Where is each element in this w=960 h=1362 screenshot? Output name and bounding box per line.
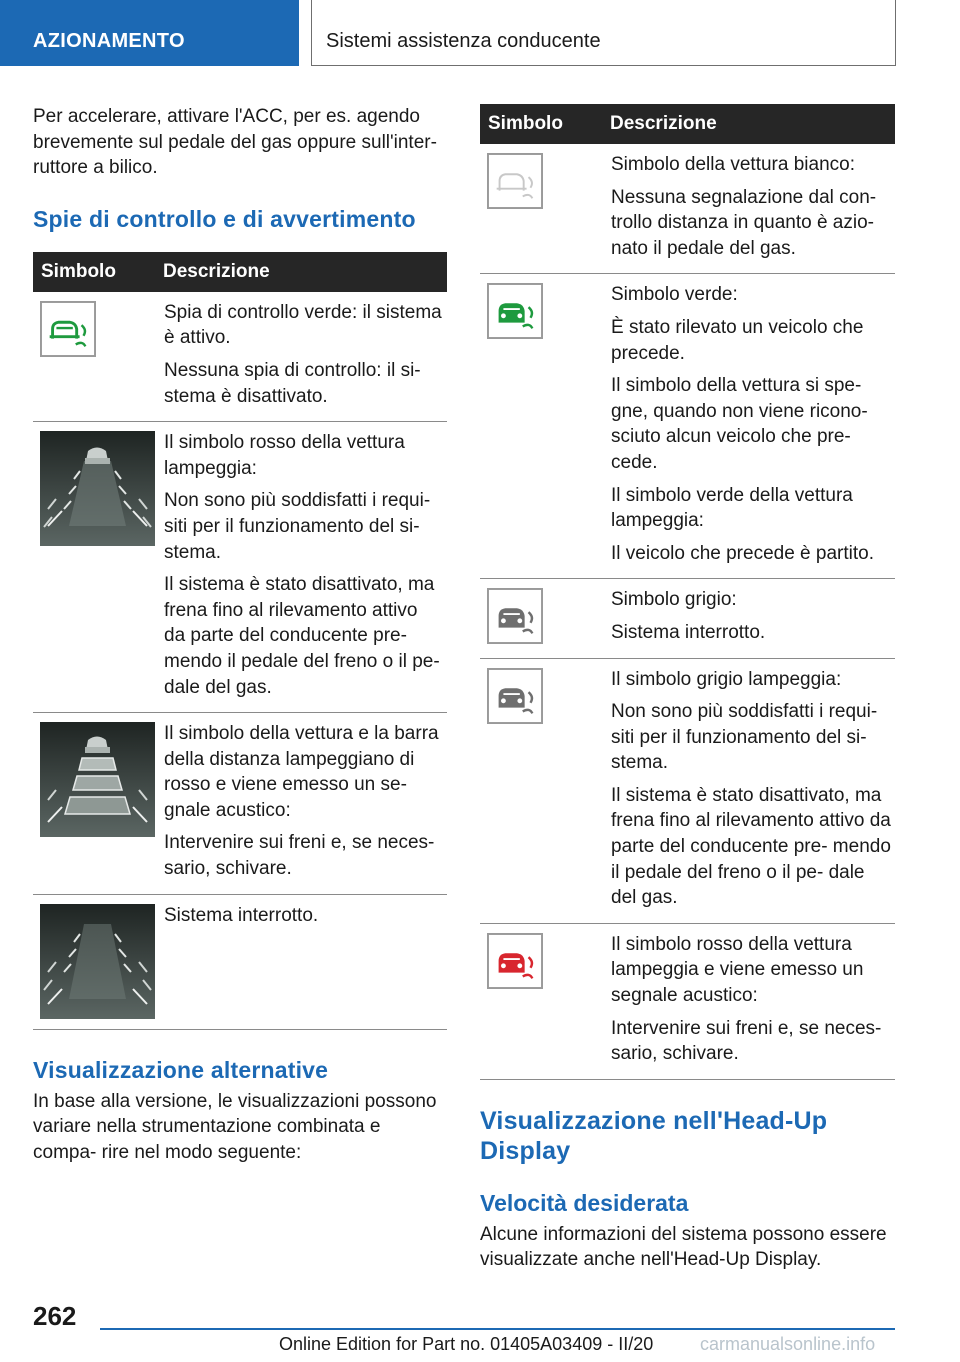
heading-desired-speed: Velocità desiderata [480,1189,689,1216]
table-row [480,274,895,579]
description-text: Intervenire sui freni e, se neces- sario, schivare. [611,1017,882,1065]
description-text: Spia di controllo verde: il sistema è attivo. [164,301,442,349]
watermark-site: carmanualsonline.info [700,1334,876,1354]
intro-text: Per accelerare, attivare l'ACC, per es. agendo brevemente sul pedale del gas oppure sull'inter- ruttore a bilico. [33,106,437,179]
heading-warning-lights: Spie di controllo e di avvertimento [33,205,416,232]
page-number: 262 [33,1301,77,1331]
footer-divider [100,1328,895,1330]
car-distance-grey-icon [487,588,543,644]
table-header-row [33,252,447,292]
car-distance-green-icon [40,301,96,357]
description-text: Il veicolo che precede è partito. [611,542,874,564]
right-column [480,104,895,1273]
heading-head-up-display: Visualizzazione nell'Head-Up Display [480,1106,828,1165]
heading-alternative-displays: Visualizzazione alternative [33,1056,329,1083]
alternative-displays-text: In base alla versione, le visualizzazioni possono variare nella strumentazione combinata e compa- rire nel modo seguente: [33,1090,437,1163]
red-car-lanes-display-icon [40,431,155,546]
column-header-symbol: Simbolo [33,252,155,292]
description-text: Sistema interrotto. [164,904,319,926]
description-text: Il simbolo grigio lampeggia: [611,668,842,690]
description-text: Il sistema è stato disattivato, ma frena fino al rilevamento attivo da parte del conducente pre- mendo il pedale del freno o il pe- dale del gas. [164,574,440,698]
description-text: Simbolo grigio: [611,589,737,611]
hud-text: Alcune informazioni del sistema possono essere visualizzate anche nell'Head-Up Display. [480,1223,887,1271]
page-header [0,0,960,66]
description-text: Il simbolo rosso della vettura lampeggia: [164,432,405,479]
warning-lights-table [33,252,447,1030]
description-text: È stato rilevato un veicolo che precede. [611,316,864,364]
column-header-symbol: Simbolo [480,104,602,144]
car-distance-grey-blink-icon [487,668,543,724]
section-label: AZIONAMENTO [0,0,299,66]
edition-note: Online Edition for Part no. 01405A03409 - II/20 [279,1334,654,1354]
table-row [33,292,447,422]
table-row [33,894,447,1029]
description-text: Sistema interrotto. [611,621,766,643]
table-header-row [480,104,895,144]
car-distance-white-icon [487,153,543,209]
chapter-label: Sistemi assistenza conducente [311,0,896,66]
description-text: Il sistema è stato disattivato, ma frena fino al rilevamento attivo da parte del conducente pre- mendo il pedale del freno o il pe- dale del gas. [611,784,891,909]
table-row [480,923,895,1079]
description-text: Intervenire sui freni e, se neces- sario, schivare. [164,832,435,880]
table-row [480,144,895,274]
table-row [480,658,895,923]
table-row [480,579,895,658]
description-text: Non sono più soddisfatti i requi- siti per il funzionamento del si- stema. [164,490,431,563]
description-text: Simbolo della vettura bianco: [611,154,855,175]
car-distance-red-icon [487,933,543,989]
description-text: Non sono più soddisfatti i requi- siti per il funzionamento del si- stema. [611,701,878,774]
car-distance-bars-display-icon [40,722,155,837]
description-text: Simbolo verde: [611,284,738,306]
description-text: Nessuna spia di controllo: il si- stema è disattivato. [164,359,421,407]
table-row [33,713,447,895]
column-header-description: Descrizione [602,104,895,144]
symbols-table [480,104,895,1080]
car-distance-green-filled-icon [487,283,543,339]
empty-lanes-display-icon [40,904,155,1019]
description-text: Il simbolo della vettura si spe- gne, quando non viene ricono- sciuto alcun veicolo che pre- cede. [611,375,868,473]
description-text: Il simbolo rosso della vettura lampeggia e viene emesso un segnale acustico: [611,933,864,1007]
description-text: Il simbolo della vettura e la barra della distanza lampeggiano di rosso e viene emesso un se- gnale acustico: [164,723,439,821]
description-text: Nessuna segnalazione dal con- trollo distanza in quanto è azio- nato il pedale del gas. [611,186,877,259]
column-header-description: Descrizione [155,252,447,292]
left-column [33,104,447,1165]
table-row [33,422,447,713]
description-text: Il simbolo verde della vettura lampeggia: [611,484,853,532]
